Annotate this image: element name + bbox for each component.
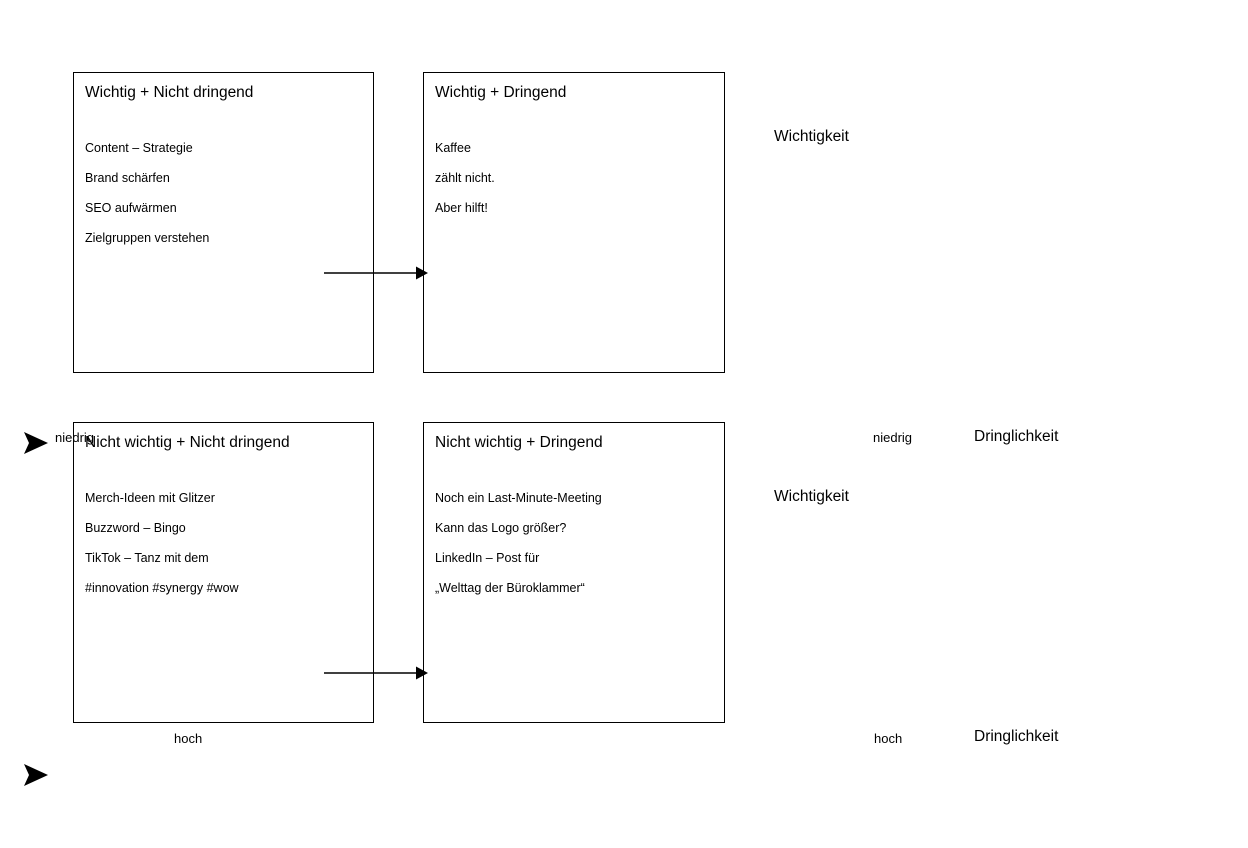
axis-label-wichtigkeit-bottom: Wichtigkeit: [774, 488, 849, 505]
quadrant-item: Noch ein Last-Minute-Meeting: [435, 491, 602, 505]
quadrant-item: SEO aufwärmen: [85, 201, 177, 215]
quadrant-wichtig-dringend[interactable]: [423, 72, 725, 373]
quadrant-items: [85, 483, 367, 603]
quadrant-items: [435, 483, 718, 603]
quadrant-item: TikTok – Tanz mit dem: [85, 551, 209, 565]
axis-label-wichtigkeit-top: Wichtigkeit: [774, 128, 849, 145]
quadrant-nicht-wichtig-dringend[interactable]: [423, 422, 725, 723]
cursor-pointer-icon: [24, 432, 48, 454]
quadrant-item: Brand schärfen: [85, 171, 170, 185]
axis-label-dringlichkeit-bottom: Dringlichkeit: [974, 728, 1059, 745]
axis-label-hoch-bottom-left: hoch: [174, 731, 203, 746]
axis-label-niedrig-left: niedrig: [55, 430, 95, 445]
quadrant-item: „Welttag der Büroklammer“: [435, 581, 585, 595]
quadrant-title: Wichtig + Nicht dringend: [85, 84, 254, 101]
axis-label-dringlichkeit-top: Dringlichkeit: [974, 428, 1059, 445]
quadrant-title: Nicht wichtig + Dringend: [435, 434, 603, 451]
connector-arrow-bottom[interactable]: [324, 662, 428, 684]
quadrant-item: Kann das Logo größer?: [435, 521, 567, 535]
quadrant-item: Aber hilft!: [435, 201, 488, 215]
axis-label-niedrig-right: niedrig: [873, 430, 913, 445]
quadrant-items: [85, 133, 367, 253]
quadrant-item: Kaffee: [435, 141, 471, 155]
quadrant-wichtig-nicht-dringend[interactable]: [73, 72, 374, 373]
quadrant-item: LinkedIn – Post für: [435, 551, 540, 565]
quadrant-item: Content – Strategie: [85, 141, 193, 155]
connector-arrow-top[interactable]: [324, 262, 428, 284]
axis-label-hoch-bottom-right: hoch: [874, 731, 903, 746]
quadrant-items: [435, 133, 718, 223]
quadrant-title: Nicht wichtig + Nicht dringend: [85, 434, 290, 451]
quadrant-item: Zielgruppen verstehen: [85, 231, 210, 245]
quadrant-title: Wichtig + Dringend: [435, 84, 567, 101]
cursor-pointer-icon-secondary: [24, 764, 48, 786]
quadrant-item: Buzzword – Bingo: [85, 521, 186, 535]
quadrant-item: Merch-Ideen mit Glitzer: [85, 491, 215, 505]
quadrant-item: #innovation #synergy #wow: [85, 581, 239, 595]
quadrant-item: zählt nicht.: [435, 171, 495, 185]
